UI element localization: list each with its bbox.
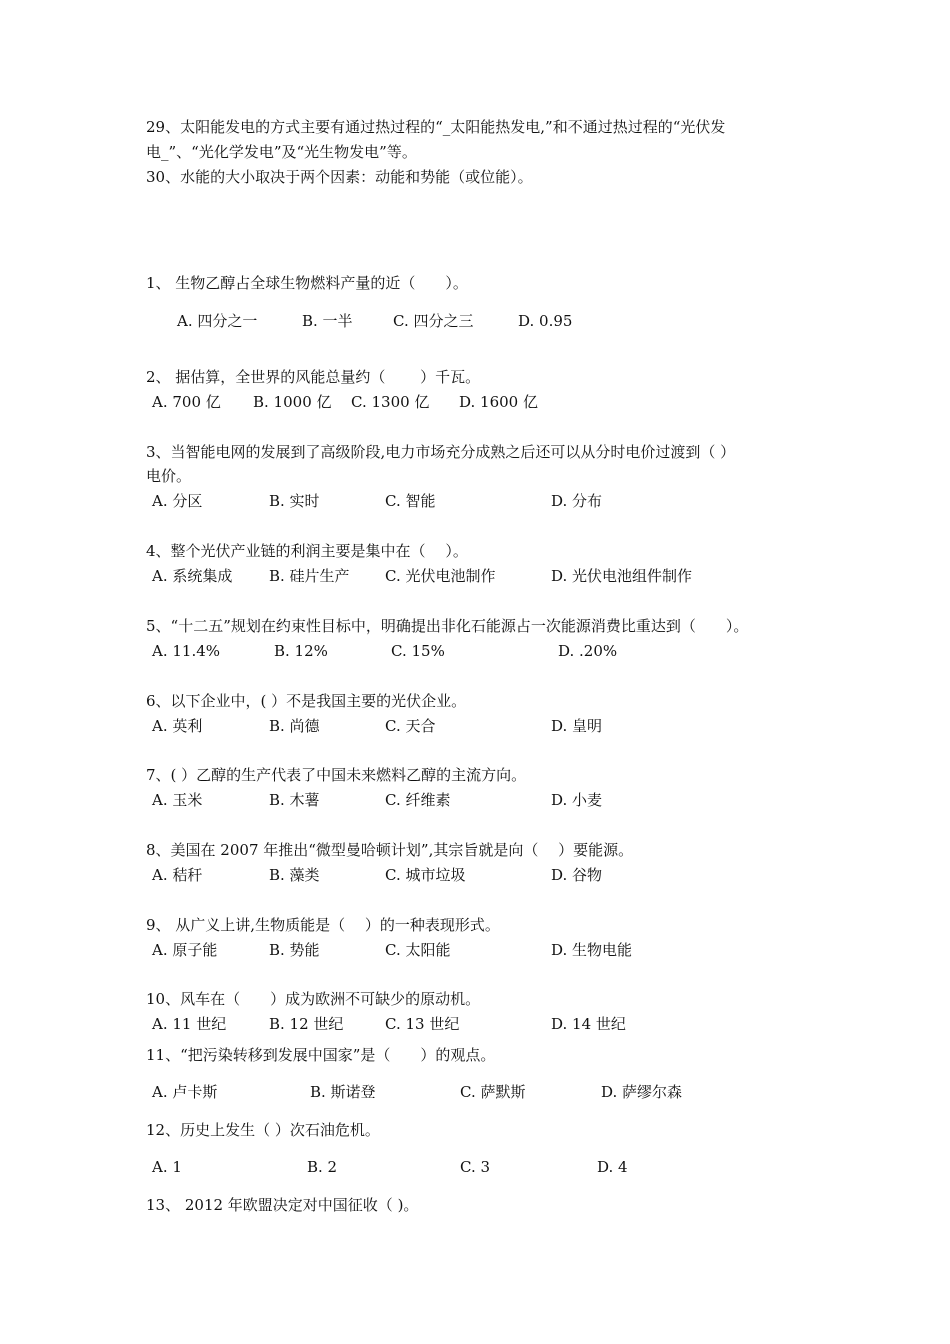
q29-line-1: 29、太阳能发电的方式主要有通过热过程的“_太阳能热发电,”和不通过热过程的“光伏发 — [146, 118, 726, 136]
option-a: A. 分区 — [152, 492, 203, 510]
option-c: C. 萨默斯 — [460, 1083, 526, 1101]
question-7: 7、( ）乙醇的生产代表了中国未来燃料乙醇的主流方向。 — [146, 766, 527, 784]
option-d: D. 4 — [597, 1158, 628, 1176]
option-c: C. 1300 亿 — [351, 393, 430, 411]
question-13: 13、 2012 年欧盟决定对中国征收（ )。 — [146, 1196, 419, 1214]
option-b: B. 1000 亿 — [253, 393, 332, 411]
option-b: B. 藻类 — [269, 866, 320, 884]
option-a: A. 玉米 — [152, 791, 203, 809]
option-a: A. 1 — [152, 1158, 182, 1176]
option-b: B. 12% — [274, 642, 328, 660]
option-b: B. 硅片生产 — [269, 567, 350, 585]
option-b: B. 木薯 — [269, 791, 320, 809]
question-5: 5、“十二五”规划在约束性目标中，明确提出非化石能源占一次能源消费比重达到（ ）。 — [146, 617, 749, 635]
option-d: D. 0.95 — [518, 312, 573, 330]
option-b: B. 一半 — [302, 312, 353, 330]
option-c: C. 3 — [460, 1158, 491, 1176]
option-d: D. 分布 — [551, 492, 603, 510]
option-c: C. 城市垃圾 — [385, 866, 466, 884]
option-a: A. 秸秆 — [152, 866, 203, 884]
question-10: 10、风车在（ ）成为欧洲不可缺少的原动机。 — [146, 990, 481, 1008]
q30-line: 30、水能的大小取决于两个因素：动能和势能（或位能）。 — [146, 168, 533, 186]
option-d: D. 光伏电池组件制作 — [551, 567, 693, 585]
option-a: A. 四分之一 — [177, 312, 258, 330]
option-d: D. 萨缪尔森 — [601, 1083, 683, 1101]
option-b: B. 实时 — [269, 492, 320, 510]
option-b: B. 斯诺登 — [310, 1083, 376, 1101]
question-6: 6、以下企业中，( ）不是我国主要的光伏企业。 — [146, 692, 467, 710]
option-d: D. 皇明 — [551, 717, 603, 735]
q29-line-2: 电_”、“光化学发电”及“光生物发电”等。 — [146, 143, 417, 161]
option-a: A. 11.4% — [152, 642, 221, 660]
option-b: B. 势能 — [269, 941, 320, 959]
option-a: A. 英利 — [152, 717, 203, 735]
question-1: 1、 生物乙醇占全球生物燃料产量的近（ ）。 — [146, 274, 468, 292]
question-4: 4、整个光伏产业链的利润主要是集中在（ ）。 — [146, 542, 468, 560]
question-3: 3、当智能电网的发展到了高级阶段,电力市场充分成熟之后还可以从分时电价过渡到（ ） — [146, 443, 736, 461]
option-b: B. 12 世纪 — [269, 1015, 344, 1033]
option-b: B. 尚德 — [269, 717, 320, 735]
question-3-cont: 电价。 — [146, 467, 192, 485]
option-d: D. 谷物 — [551, 866, 603, 884]
question-12: 12、历史上发生（ ）次石油危机。 — [146, 1121, 380, 1139]
option-a: A. 11 世纪 — [152, 1015, 227, 1033]
option-d: D. 生物电能 — [551, 941, 633, 959]
option-d: D. .20% — [558, 642, 618, 660]
option-c: C. 13 世纪 — [385, 1015, 460, 1033]
option-d: D. 14 世纪 — [551, 1015, 626, 1033]
question-2: 2、 据估算，全世界的风能总量约（ ）千瓦。 — [146, 368, 481, 386]
option-c: C. 智能 — [385, 492, 436, 510]
option-a: A. 卢卡斯 — [152, 1083, 218, 1101]
option-c: C. 太阳能 — [385, 941, 451, 959]
option-a: A. 原子能 — [152, 941, 218, 959]
option-d: D. 小麦 — [551, 791, 603, 809]
option-c: C. 纤维素 — [385, 791, 451, 809]
option-c: C. 光伏电池制作 — [385, 567, 496, 585]
option-b: B. 2 — [307, 1158, 338, 1176]
option-c: C. 15% — [391, 642, 445, 660]
question-11: 11、“把污染转移到发展中国家”是（ ）的观点。 — [146, 1046, 496, 1064]
question-9: 9、 从广义上讲,生物质能是（ ）的一种表现形式。 — [146, 916, 500, 934]
option-d: D. 1600 亿 — [459, 393, 538, 411]
option-c: C. 天合 — [385, 717, 436, 735]
option-c: C. 四分之三 — [393, 312, 474, 330]
question-8: 8、美国在 2007 年推出“微型曼哈顿计划”,其宗旨就是向（ ）要能源。 — [146, 841, 634, 859]
option-a: A. 700 亿 — [152, 393, 221, 411]
option-a: A. 系统集成 — [152, 567, 233, 585]
